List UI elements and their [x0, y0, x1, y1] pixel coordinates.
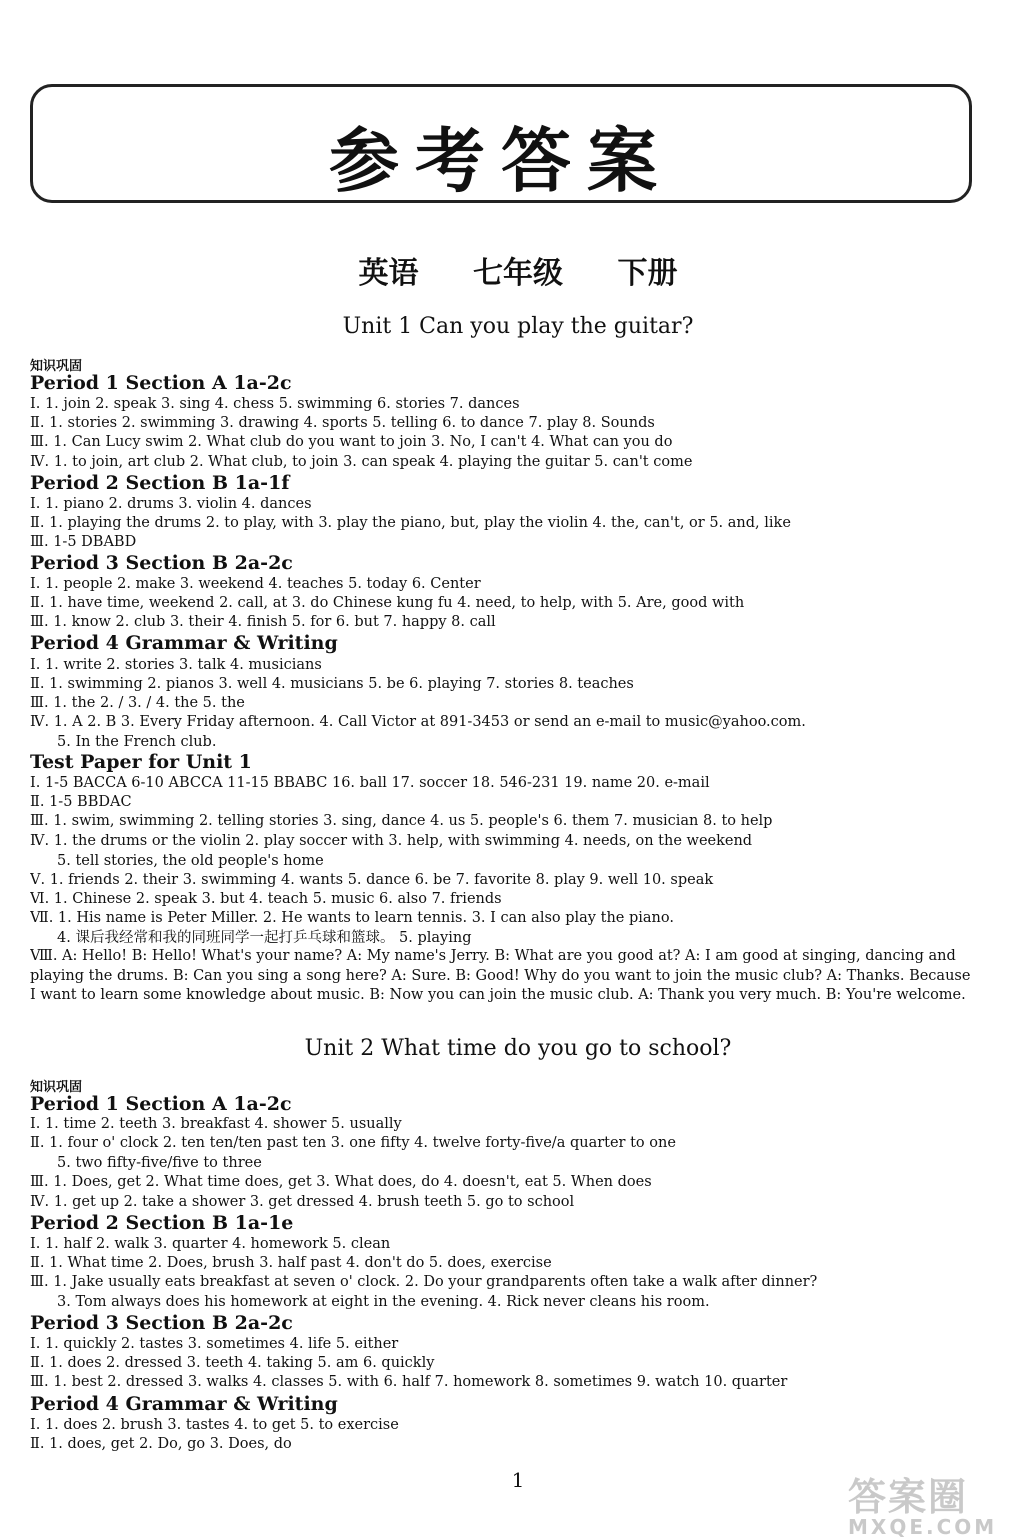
u1-period-1-title: Period 1 Section A 1a-2c: [30, 372, 292, 394]
u2-period-3-title: Period 3 Section B 2a-2c: [30, 1312, 293, 1334]
answer-line: Ⅰ. 1. people 2. make 3. weekend 4. teaches 5. today 6. Center: [30, 576, 481, 592]
answer-line: Ⅰ. 1-5 BACCA 6-10 ABCCA 11-15 BBABC 16. ball 17. soccer 18. 546-231 19. name 20. e-mail: [30, 775, 710, 791]
answer-line: 5. two fifty-five/five to three: [57, 1155, 262, 1171]
subject-heading: [0, 248, 1036, 292]
answer-line: Ⅱ. 1. does, get 2. Do, go 3. Does, do: [30, 1436, 292, 1452]
answer-line: Ⅲ. 1. know 2. club 3. their 4. finish 5. for 6. but 7. happy 8. call: [30, 614, 496, 630]
unit-2-section-label: 知识巩固: [30, 1080, 83, 1095]
answer-line: Ⅱ. 1. four o' clock 2. ten ten/ten past ten 3. one fifty 4. twelve forty-five/a quarter to one: [30, 1135, 676, 1151]
subject-name: 英语: [358, 256, 419, 291]
answer-line: Ⅱ. 1. swimming 2. pianos 3. well 4. musicians 5. be 6. playing 7. stories 8. teaches: [30, 676, 634, 692]
answer-line: Ⅵ. 1. Chinese 2. speak 3. but 4. teach 5. music 6. also 7. friends: [30, 891, 502, 907]
answer-line: Ⅳ. 1. A 2. B 3. Every Friday afternoon. 4. Call Victor at 891-3453 or send an e-mail to music@yahoo.com.: [30, 714, 806, 730]
answer-line: Ⅱ. 1. have time, weekend 2. call, at 3. do Chinese kung fu 4. need, to help, with 5. Are, good with: [30, 595, 745, 611]
answer-line: Ⅳ. 1. to join, art club 2. What club, to join 3. can speak 4. playing the guitar 5. can't come: [30, 454, 693, 470]
answer-line: Ⅱ. 1. playing the drums 2. to play, with 3. play the piano, but, play the violin 4. the, can't, or 5. and, like: [30, 515, 791, 531]
answer-line: Ⅶ. 1. His name is Peter Miller. 2. He wants to learn tennis. 3. I can also play the piano.: [30, 910, 674, 926]
answer-line: 5. In the French club.: [57, 734, 217, 750]
u1-period-4-title: Period 4 Grammar & Writing: [30, 632, 338, 654]
subject-volume: 下册: [617, 256, 678, 291]
answer-line: Ⅲ. 1. swim, swimming 2. telling stories 3. sing, dance 4. us 5. people's 6. them 7. musician 8. to help: [30, 813, 773, 829]
answer-line: Ⅱ. 1. stories 2. swimming 3. drawing 4. sports 5. telling 6. to dance 7. play 8. Sounds: [30, 415, 655, 431]
watermark-logo: [848, 1466, 997, 1539]
answer-line: Ⅰ. 1. time 2. teeth 3. breakfast 4. shower 5. usually: [30, 1116, 402, 1132]
watermark-en: MXQE.COM: [848, 1515, 998, 1539]
answer-line: Ⅰ. 1. does 2. brush 3. tastes 4. to get 5. to exercise: [30, 1417, 399, 1433]
u1-test-paper-title: Test Paper for Unit 1: [30, 751, 252, 773]
answer-line: Ⅱ. 1. What time 2. Does, brush 3. half past 4. don't do 5. does, exercise: [30, 1255, 552, 1271]
u2-period-2-title: Period 2 Section B 1a-1e: [30, 1212, 294, 1234]
answer-line: Ⅲ. 1-5 DBABD: [30, 534, 137, 550]
title-banner: [30, 84, 972, 203]
answer-line: Ⅲ. 1. Can Lucy swim 2. What club do you want to join 3. No, I can't 4. What can you do: [30, 434, 673, 450]
answer-line: Ⅴ. 1. friends 2. their 3. swimming 4. wants 5. dance 6. be 7. favorite 8. play 9. well 10. speak: [30, 872, 714, 888]
unit-2-title: Unit 2 What time do you go to school?: [304, 1036, 732, 1061]
subject-grade: 七年级: [473, 256, 563, 291]
dialogue-answer: Ⅷ. A: Hello! B: Hello! What's your name? A: My name's Jerry. B: What are you good at? A: I am good at singing, dancing and playing the drums. B: Can you sing a song here? A: Sure. B: Good! Why do you want to join the music club? A: Thanks. Because I want to learn some knowledge about music. B: Now you can join the music club. A: Thank you very much. B: You're welcome.: [30, 948, 971, 1004]
answer-line: Ⅰ. 1. join 2. speak 3. sing 4. chess 5. swimming 6. stories 7. dances: [30, 396, 520, 412]
answer-line: Ⅱ. 1. does 2. dressed 3. teeth 4. taking 5. am 6. quickly: [30, 1355, 435, 1371]
answer-line: Ⅳ. 1. get up 2. take a shower 3. get dressed 4. brush teeth 5. go to school: [30, 1194, 575, 1210]
u1-period-2-title: Period 2 Section B 1a-1f: [30, 472, 290, 494]
unit-1-title: Unit 1 Can you play the guitar?: [342, 314, 694, 339]
u1-period-3-title: Period 3 Section B 2a-2c: [30, 552, 293, 574]
answer-line: Ⅲ. 1. the 2. / 3. / 4. the 5. the: [30, 695, 245, 711]
answer-line: Ⅰ. 1. half 2. walk 3. quarter 4. homework 5. clean: [30, 1236, 391, 1252]
banner-title: 参考答案: [329, 120, 673, 202]
watermark-cn: 答案圈: [848, 1475, 969, 1519]
answer-line: Ⅱ. 1-5 BBDAC: [30, 794, 132, 810]
answer-line: 4. 课后我经常和我的同班同学一起打乒乓球和篮球。 5. playing: [57, 930, 472, 946]
u2-period-4-title: Period 4 Grammar & Writing: [30, 1393, 338, 1415]
u2-period-1-title: Period 1 Section A 1a-2c: [30, 1093, 292, 1115]
answer-line: Ⅰ. 1. piano 2. drums 3. violin 4. dances: [30, 496, 312, 512]
answer-line: Ⅳ. 1. the drums or the violin 2. play soccer with 3. help, with swimming 4. needs, on the weekend: [30, 833, 753, 849]
page-number: 1: [511, 1468, 525, 1492]
answer-line: Ⅰ. 1. write 2. stories 3. talk 4. musicians: [30, 657, 322, 673]
unit-1-section-label: 知识巩固: [30, 359, 83, 374]
answer-line: 3. Tom always does his homework at eight in the evening. 4. Rick never cleans his room.: [57, 1294, 710, 1310]
answer-line: Ⅰ. 1. quickly 2. tastes 3. sometimes 4. life 5. either: [30, 1336, 399, 1352]
answer-line: 5. tell stories, the old people's home: [57, 853, 324, 869]
answer-line: Ⅲ. 1. Jake usually eats breakfast at seven o' clock. 2. Do your grandparents often take a walk after dinner?: [30, 1274, 818, 1290]
answer-line: Ⅲ. 1. Does, get 2. What time does, get 3. What does, do 4. doesn't, eat 5. When does: [30, 1174, 652, 1190]
answer-line: Ⅲ. 1. best 2. dressed 3. walks 4. classes 5. with 6. half 7. homework 8. sometimes 9. watch 10. quarter: [30, 1374, 788, 1390]
